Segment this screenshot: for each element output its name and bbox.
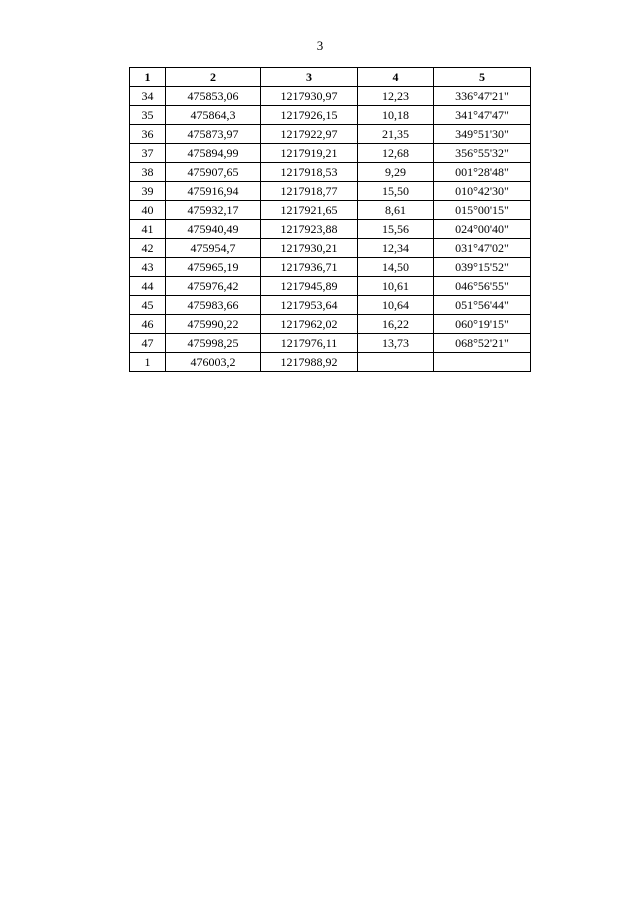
column-header-point: 1 xyxy=(130,68,166,87)
bearing-cell: 341°47'47" xyxy=(434,106,531,125)
y-coordinate-cell: 1217918,77 xyxy=(261,182,358,201)
table-row xyxy=(130,87,531,106)
table-row xyxy=(130,277,531,296)
table-row xyxy=(130,125,531,144)
x-coordinate-cell: 475998,25 xyxy=(166,334,261,353)
point-number-cell: 37 xyxy=(130,144,166,163)
point-number-cell: 42 xyxy=(130,239,166,258)
table-row xyxy=(130,315,531,334)
y-coordinate-cell: 1217930,97 xyxy=(261,87,358,106)
table-row xyxy=(130,353,531,372)
distance-cell: 10,61 xyxy=(358,277,434,296)
bearing-cell: 356°55'32" xyxy=(434,144,531,163)
bearing-cell: 001°28'48" xyxy=(434,163,531,182)
table-row xyxy=(130,182,531,201)
x-coordinate-cell: 475932,17 xyxy=(166,201,261,220)
x-coordinate-cell: 475864,3 xyxy=(166,106,261,125)
column-header-distance: 4 xyxy=(358,68,434,87)
column-header-y: 3 xyxy=(261,68,358,87)
point-number-cell: 40 xyxy=(130,201,166,220)
x-coordinate-cell: 476003,2 xyxy=(166,353,261,372)
x-coordinate-cell: 475976,42 xyxy=(166,277,261,296)
table-row xyxy=(130,239,531,258)
column-header-bearing: 5 xyxy=(434,68,531,87)
bearing-cell: 031°47'02" xyxy=(434,239,531,258)
bearing-cell xyxy=(434,353,531,372)
page-number: 3 xyxy=(316,38,324,53)
point-number-cell: 36 xyxy=(130,125,166,144)
table-row xyxy=(130,258,531,277)
bearing-cell: 060°19'15" xyxy=(434,315,531,334)
point-number-cell: 44 xyxy=(130,277,166,296)
x-coordinate-cell: 475916,94 xyxy=(166,182,261,201)
y-coordinate-cell: 1217918,53 xyxy=(261,163,358,182)
bearing-cell: 039°15'52" xyxy=(434,258,531,277)
bearing-cell: 336°47'21" xyxy=(434,87,531,106)
point-number-cell: 43 xyxy=(130,258,166,277)
y-coordinate-cell: 1217919,21 xyxy=(261,144,358,163)
distance-cell: 12,34 xyxy=(358,239,434,258)
distance-cell xyxy=(358,353,434,372)
point-number-cell: 45 xyxy=(130,296,166,315)
distance-cell: 15,50 xyxy=(358,182,434,201)
bearing-cell: 046°56'55" xyxy=(434,277,531,296)
table-header-row xyxy=(130,68,531,87)
distance-cell: 13,73 xyxy=(358,334,434,353)
distance-cell: 12,23 xyxy=(358,87,434,106)
x-coordinate-cell: 475983,66 xyxy=(166,296,261,315)
y-coordinate-cell: 1217962,02 xyxy=(261,315,358,334)
distance-cell: 15,56 xyxy=(358,220,434,239)
distance-cell: 10,64 xyxy=(358,296,434,315)
bearing-cell: 051°56'44" xyxy=(434,296,531,315)
y-coordinate-cell: 1217930,21 xyxy=(261,239,358,258)
distance-cell: 16,22 xyxy=(358,315,434,334)
bearing-cell: 024°00'40" xyxy=(434,220,531,239)
point-number-cell: 41 xyxy=(130,220,166,239)
bearing-cell: 015°00'15" xyxy=(434,201,531,220)
x-coordinate-cell: 475907,65 xyxy=(166,163,261,182)
y-coordinate-cell: 1217988,92 xyxy=(261,353,358,372)
point-number-cell: 39 xyxy=(130,182,166,201)
y-coordinate-cell: 1217921,65 xyxy=(261,201,358,220)
point-number-cell: 35 xyxy=(130,106,166,125)
point-number-cell: 46 xyxy=(130,315,166,334)
table-row xyxy=(130,201,531,220)
distance-cell: 12,68 xyxy=(358,144,434,163)
distance-cell: 21,35 xyxy=(358,125,434,144)
bearing-cell: 010°42'30" xyxy=(434,182,531,201)
table-row xyxy=(130,163,531,182)
table-row xyxy=(130,296,531,315)
table-row xyxy=(130,220,531,239)
y-coordinate-cell: 1217953,64 xyxy=(261,296,358,315)
bearing-cell: 349°51'30" xyxy=(434,125,531,144)
x-coordinate-cell: 475894,99 xyxy=(166,144,261,163)
distance-cell: 9,29 xyxy=(358,163,434,182)
distance-cell: 10,18 xyxy=(358,106,434,125)
point-number-cell: 38 xyxy=(130,163,166,182)
bearing-cell: 068°52'21" xyxy=(434,334,531,353)
distance-cell: 14,50 xyxy=(358,258,434,277)
column-header-x: 2 xyxy=(166,68,261,87)
x-coordinate-cell: 475873,97 xyxy=(166,125,261,144)
x-coordinate-cell: 475954,7 xyxy=(166,239,261,258)
y-coordinate-cell: 1217976,11 xyxy=(261,334,358,353)
x-coordinate-cell: 475940,49 xyxy=(166,220,261,239)
x-coordinate-cell: 475990,22 xyxy=(166,315,261,334)
point-number-cell: 1 xyxy=(130,353,166,372)
point-number-cell: 34 xyxy=(130,87,166,106)
y-coordinate-cell: 1217923,88 xyxy=(261,220,358,239)
table-row xyxy=(130,144,531,163)
coordinates-table xyxy=(129,67,531,372)
y-coordinate-cell: 1217936,71 xyxy=(261,258,358,277)
y-coordinate-cell: 1217922,97 xyxy=(261,125,358,144)
y-coordinate-cell: 1217945,89 xyxy=(261,277,358,296)
y-coordinate-cell: 1217926,15 xyxy=(261,106,358,125)
point-number-cell: 47 xyxy=(130,334,166,353)
table-row xyxy=(130,334,531,353)
x-coordinate-cell: 475965,19 xyxy=(166,258,261,277)
distance-cell: 8,61 xyxy=(358,201,434,220)
table-body xyxy=(130,87,531,372)
table-row xyxy=(130,106,531,125)
x-coordinate-cell: 475853,06 xyxy=(166,87,261,106)
